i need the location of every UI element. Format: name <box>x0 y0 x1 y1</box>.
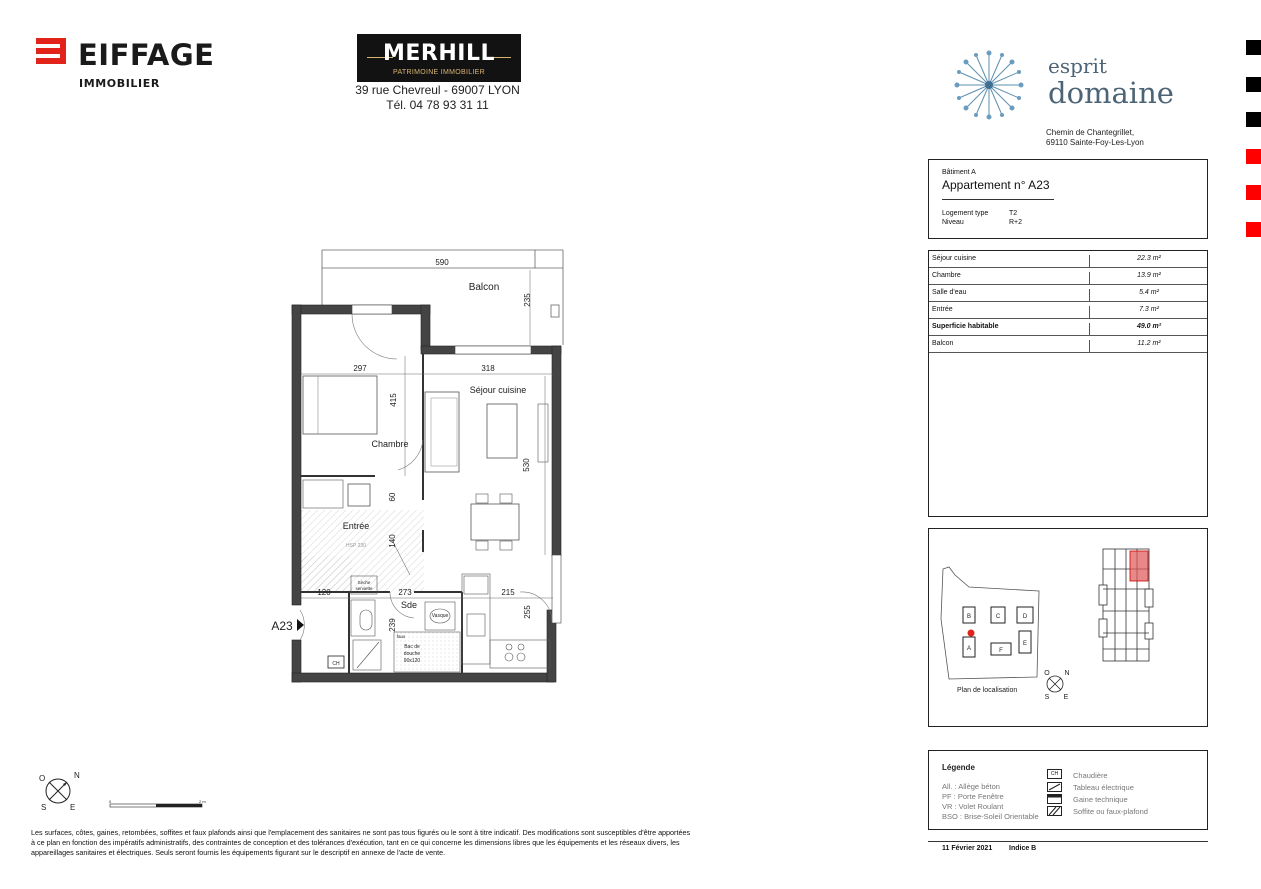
scale-bar <box>106 798 210 810</box>
sofa <box>425 392 459 472</box>
site-label-e: E <box>1022 641 1028 647</box>
eiffage-logo <box>34 36 214 92</box>
dim-239: 239 <box>388 618 397 632</box>
eiffage-subtitle: IMMOBILIER <box>79 77 160 90</box>
site-label-f: F <box>999 648 1003 654</box>
level-label: Niveau <box>942 219 964 226</box>
legend-abbr-3: VR : Volet Roulant <box>942 802 1004 811</box>
legend-symbol-2: Tableau électrique <box>1073 783 1134 792</box>
seche-label-1: Sèche <box>357 580 371 585</box>
ch-label: CH <box>332 661 340 667</box>
window-chambre <box>352 305 392 314</box>
surface-row-total: Superficie habitable 49.0 m² <box>929 319 1207 336</box>
chairs <box>476 494 512 550</box>
room-sejour: Séjour cuisine <box>469 385 527 395</box>
bac-label-1: Bac de <box>404 644 420 650</box>
vasque-label: Vasque <box>431 613 449 619</box>
merhill-address: 39 rue Chevreul - 69007 LYON <box>355 83 520 97</box>
svg-text:E: E <box>70 803 76 812</box>
type-value: T2 <box>1009 210 1018 217</box>
surface-row: Balcon 11.2 m² <box>929 336 1207 353</box>
bac-label-2: douche <box>403 651 421 657</box>
ch-icon: CH <box>1047 769 1062 779</box>
surface-row: Chambre 13.9 m² <box>929 268 1207 285</box>
dim-297: 297 <box>353 364 367 373</box>
disclaimer-line-1: Les surfaces, côtes, gaines, retombées, soffites et faux plafonds ainsi que l'emplacement des sanitaires ne sont pas tous figurés ou le sont à titre indicatif. Des modifications sont susceptibles d'être apportées <box>31 828 691 837</box>
coffee-table <box>487 404 517 458</box>
legend-abbr-1: All. : Allège béton <box>942 782 1000 791</box>
dining-table <box>471 504 519 540</box>
site-label-a: A <box>966 646 972 652</box>
dim-318: 318 <box>481 364 495 373</box>
esprit-word: esprit <box>1048 54 1107 78</box>
merhill-name: MERHILL <box>383 41 495 66</box>
apartment-info-panel <box>928 159 1208 239</box>
svg-text:N: N <box>1064 670 1070 677</box>
site-label-b: B <box>966 614 972 620</box>
svg-text:0: 0 <box>109 799 112 804</box>
eiffage-name: EIFFAGE <box>78 38 215 72</box>
footer-index: Indice B <box>1009 845 1037 852</box>
legend-abbr-4: BSO : Brise-Soleil Orientable <box>942 812 1039 821</box>
window-sejour <box>455 346 531 354</box>
room-balcon: Balcon <box>468 282 500 293</box>
legend-symbol-3: Gaine technique <box>1073 795 1128 804</box>
domaine-word: domaine <box>1048 76 1174 110</box>
red-mark-3 <box>1246 222 1261 237</box>
footer-line <box>928 841 1208 842</box>
black-mark-2 <box>1246 77 1261 92</box>
dim-590: 590 <box>435 258 449 267</box>
merhill-logo <box>357 34 521 82</box>
site-label-c: C <box>995 614 1001 620</box>
legend-abbr-2: PF : Porte Fenêtre <box>942 792 1004 801</box>
electric-panel-icon <box>1047 782 1062 792</box>
dim-415: 415 <box>389 393 398 407</box>
surface-table <box>928 250 1208 517</box>
room-sde: Sde <box>400 600 418 610</box>
window-kitchen <box>552 555 561 623</box>
project-address-line1: Chemin de Chantegrillet, <box>1046 128 1135 137</box>
apartment-tag: A23 <box>271 619 293 633</box>
location-panel <box>928 528 1208 727</box>
legend-title: Légende <box>942 763 975 772</box>
soffit-icon <box>1047 806 1062 816</box>
svg-text:E: E <box>1063 694 1069 701</box>
compass-icon <box>36 770 86 812</box>
svg-text:S: S <box>1044 694 1050 701</box>
svg-text:S: S <box>41 803 47 812</box>
legend-symbol-4: Soffite ou faux-plafond <box>1073 807 1148 816</box>
dim-255: 255 <box>523 605 532 619</box>
disclaimer-line-2: à ce plan en fonction des impératifs administratifs, des contraintes de conception et des tolérances d'exécution, tant en ce qui concerne les dimensions libres que les équipements et les réseaux divers, les <box>31 838 680 847</box>
dim-140: 140 <box>388 534 397 548</box>
bed <box>303 376 377 434</box>
dim-215: 215 <box>501 588 515 597</box>
dim-120: 120 <box>317 588 331 597</box>
exterior-walls <box>292 305 561 682</box>
location-caption: Plan de localisation <box>957 687 1018 694</box>
bac-label-3: 90x120 <box>403 658 421 664</box>
type-label: Logement type <box>942 210 989 217</box>
faux-label: faux <box>396 634 406 639</box>
dim-273: 273 <box>398 588 412 597</box>
technical-shaft-icon <box>1047 794 1062 804</box>
svg-text:N: N <box>74 771 80 780</box>
legend-panel <box>928 750 1208 830</box>
surface-row: Salle d'eau 5.4 m² <box>929 285 1207 302</box>
seche-label-2: serviette <box>355 586 373 591</box>
legend-symbol-1: Chaudière <box>1073 771 1108 780</box>
dim-60: 60 <box>388 492 397 502</box>
level-value: R+2 <box>1009 219 1023 226</box>
hsp-label: HSP 230 <box>346 543 366 549</box>
svg-text:O: O <box>39 774 46 783</box>
project-address-line2: 69110 Sainte-Foy-Les-Lyon <box>1046 138 1144 147</box>
room-entree: Entrée <box>342 521 370 531</box>
building-label: Bâtiment A <box>942 169 976 176</box>
entry-hatch <box>300 556 352 592</box>
room-chambre: Chambre <box>371 439 409 449</box>
site-plan <box>929 529 1207 726</box>
site-label-d: D <box>1022 614 1028 620</box>
apartment-highlight <box>1130 551 1148 581</box>
surface-row: Séjour cuisine 22.3 m² <box>929 251 1207 268</box>
surface-row: Entrée 7.3 m² <box>929 302 1207 319</box>
dim-530: 530 <box>522 458 531 472</box>
wardrobe <box>348 484 370 506</box>
entrance-arrow-icon <box>297 619 304 631</box>
title-underline <box>942 199 1054 200</box>
eiffage-emblem-icon <box>34 36 70 70</box>
location-marker-icon <box>968 630 975 637</box>
red-mark-2 <box>1246 185 1261 200</box>
tv-unit <box>538 404 548 462</box>
esprit-domaine-logo <box>954 50 1194 120</box>
disclaimer-line-3: appareillages sanitaires et électriques. Seuls seront fournis les équipements figurant sur le descriptif en annexe de l'acte de vente. <box>31 848 446 857</box>
black-mark-1 <box>1246 40 1261 55</box>
svg-text:O: O <box>1044 670 1050 677</box>
dandelion-icon <box>954 50 1024 120</box>
dim-235: 235 <box>523 293 532 307</box>
compass-small-icon <box>1047 676 1063 692</box>
merhill-phone: Tél. 04 78 93 31 11 <box>386 98 489 112</box>
red-mark-1 <box>1246 149 1261 164</box>
merhill-subtitle: PATRIMOINE IMMOBILIER <box>393 69 485 76</box>
closet <box>303 480 343 508</box>
floor-plan <box>260 240 580 690</box>
apartment-title: Appartement n° A23 <box>942 178 1050 192</box>
svg-text:2 m: 2 m <box>199 799 206 804</box>
black-mark-3 <box>1246 112 1261 127</box>
footer-date: 11 Février 2021 <box>942 845 993 852</box>
